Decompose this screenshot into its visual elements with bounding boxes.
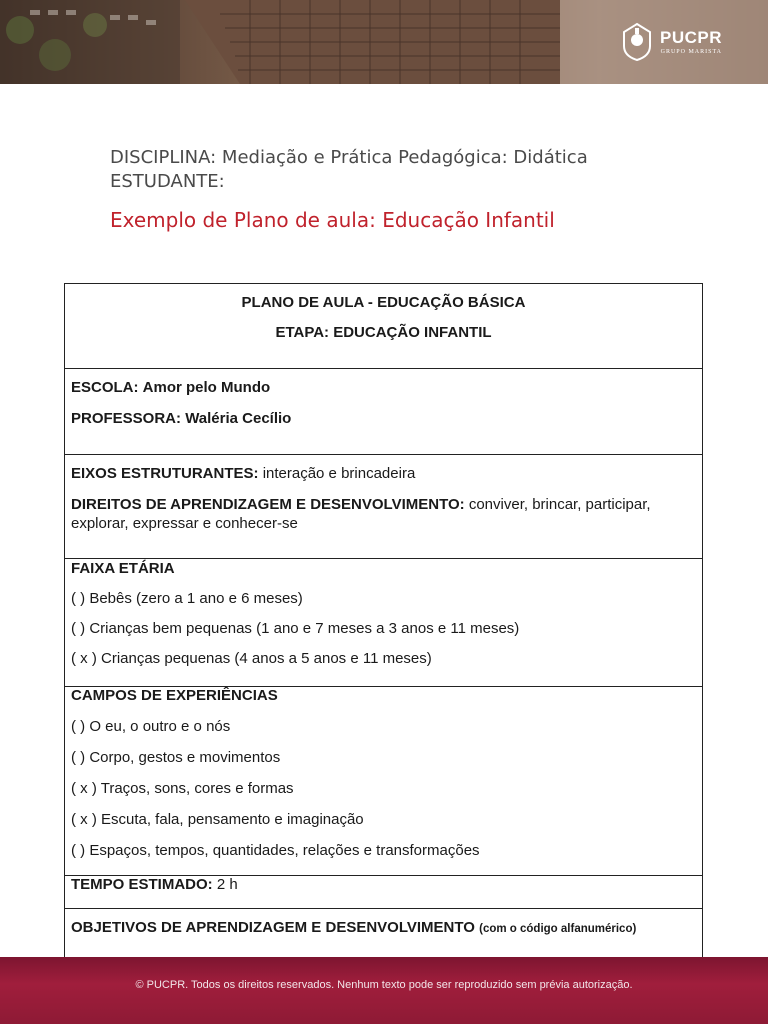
faixa-item: ( ) Crianças bem pequenas (1 ano e 7 meses a 3 anos e 11 meses)	[71, 620, 520, 637]
brand-sub: GRUPO MARISTA	[660, 49, 722, 55]
lesson-plan-table	[64, 283, 703, 964]
pucpr-logo	[620, 20, 722, 64]
tempo-value: 2 h	[216, 876, 238, 893]
campos-label: CAMPOS DE EXPERIÊNCIAS	[71, 687, 278, 704]
faixa-item: ( x ) Crianças pequenas (4 anos a 5 anos e 11 meses)	[71, 650, 432, 667]
plan-header-title: PLANO DE AULA - EDUCAÇÃO BÁSICA	[241, 294, 526, 311]
direitos-label: DIREITOS DE APRENDIZAGEM E DESENVOLVIMENTO:	[71, 496, 465, 513]
table-row-escola	[65, 369, 703, 455]
escola-value: Amor pelo Mundo	[142, 379, 271, 396]
campos-item: ( x ) Escuta, fala, pensamento e imaginação	[71, 811, 364, 828]
plan-header-etapa: ETAPA: EDUCAÇÃO INFANTIL	[275, 324, 492, 341]
document-headings	[110, 146, 588, 232]
professora-label: PROFESSORA:	[71, 410, 182, 427]
document-title: Exemplo de Plano de aula: Educação Infantil	[110, 208, 555, 232]
tempo-label: TEMPO ESTIMADO:	[71, 876, 213, 893]
objetivos-label: OBJETIVOS DE APRENDIZAGEM E DESENVOLVIMENTO	[71, 919, 475, 936]
header-banner	[0, 0, 768, 84]
faixa-label: FAIXA ETÁRIA	[71, 560, 175, 577]
campos-item: ( ) Corpo, gestos e movimentos	[71, 749, 281, 766]
estudante-line: ESTUDANTE:	[110, 171, 225, 192]
pucpr-crest-icon	[620, 22, 654, 62]
faixa-item: ( ) Bebês (zero a 1 ano e 6 meses)	[71, 590, 303, 607]
table-row-eixos	[65, 455, 703, 559]
direitos-value-2: explorar, expressar e conhecer-se	[71, 515, 298, 532]
brand-name: PUCPR	[659, 28, 722, 47]
eixos-value: interação e brincadeira	[262, 465, 416, 482]
campos-item: ( ) O eu, o outro e o nós	[71, 718, 231, 735]
professora-value: Waléria Cecílio	[185, 410, 292, 427]
escola-label: ESCOLA:	[71, 379, 139, 396]
table-row-tempo	[65, 876, 703, 909]
campos-item: ( x ) Traços, sons, cores e formas	[71, 780, 294, 797]
objetivos-note: (com o código alfanumérico)	[479, 923, 637, 935]
table-row-objetivos	[65, 909, 703, 964]
eixos-label: EIXOS ESTRUTURANTES:	[71, 465, 259, 482]
table-row-faixa	[65, 559, 703, 687]
disciplina-line: DISCIPLINA: Mediação e Prática Pedagógica: Didática	[110, 147, 588, 168]
footer-bar	[0, 957, 768, 1024]
direitos-value-1: conviver, brincar, participar,	[468, 496, 651, 513]
campos-item: ( ) Espaços, tempos, quantidades, relações e transformações	[71, 842, 480, 859]
table-row-campos	[65, 687, 703, 876]
copyright-text: © PUCPR. Todos os direitos reservados. Nenhum texto pode ser reproduzido sem prévia autorização.	[135, 979, 633, 991]
table-row-header	[65, 284, 703, 369]
